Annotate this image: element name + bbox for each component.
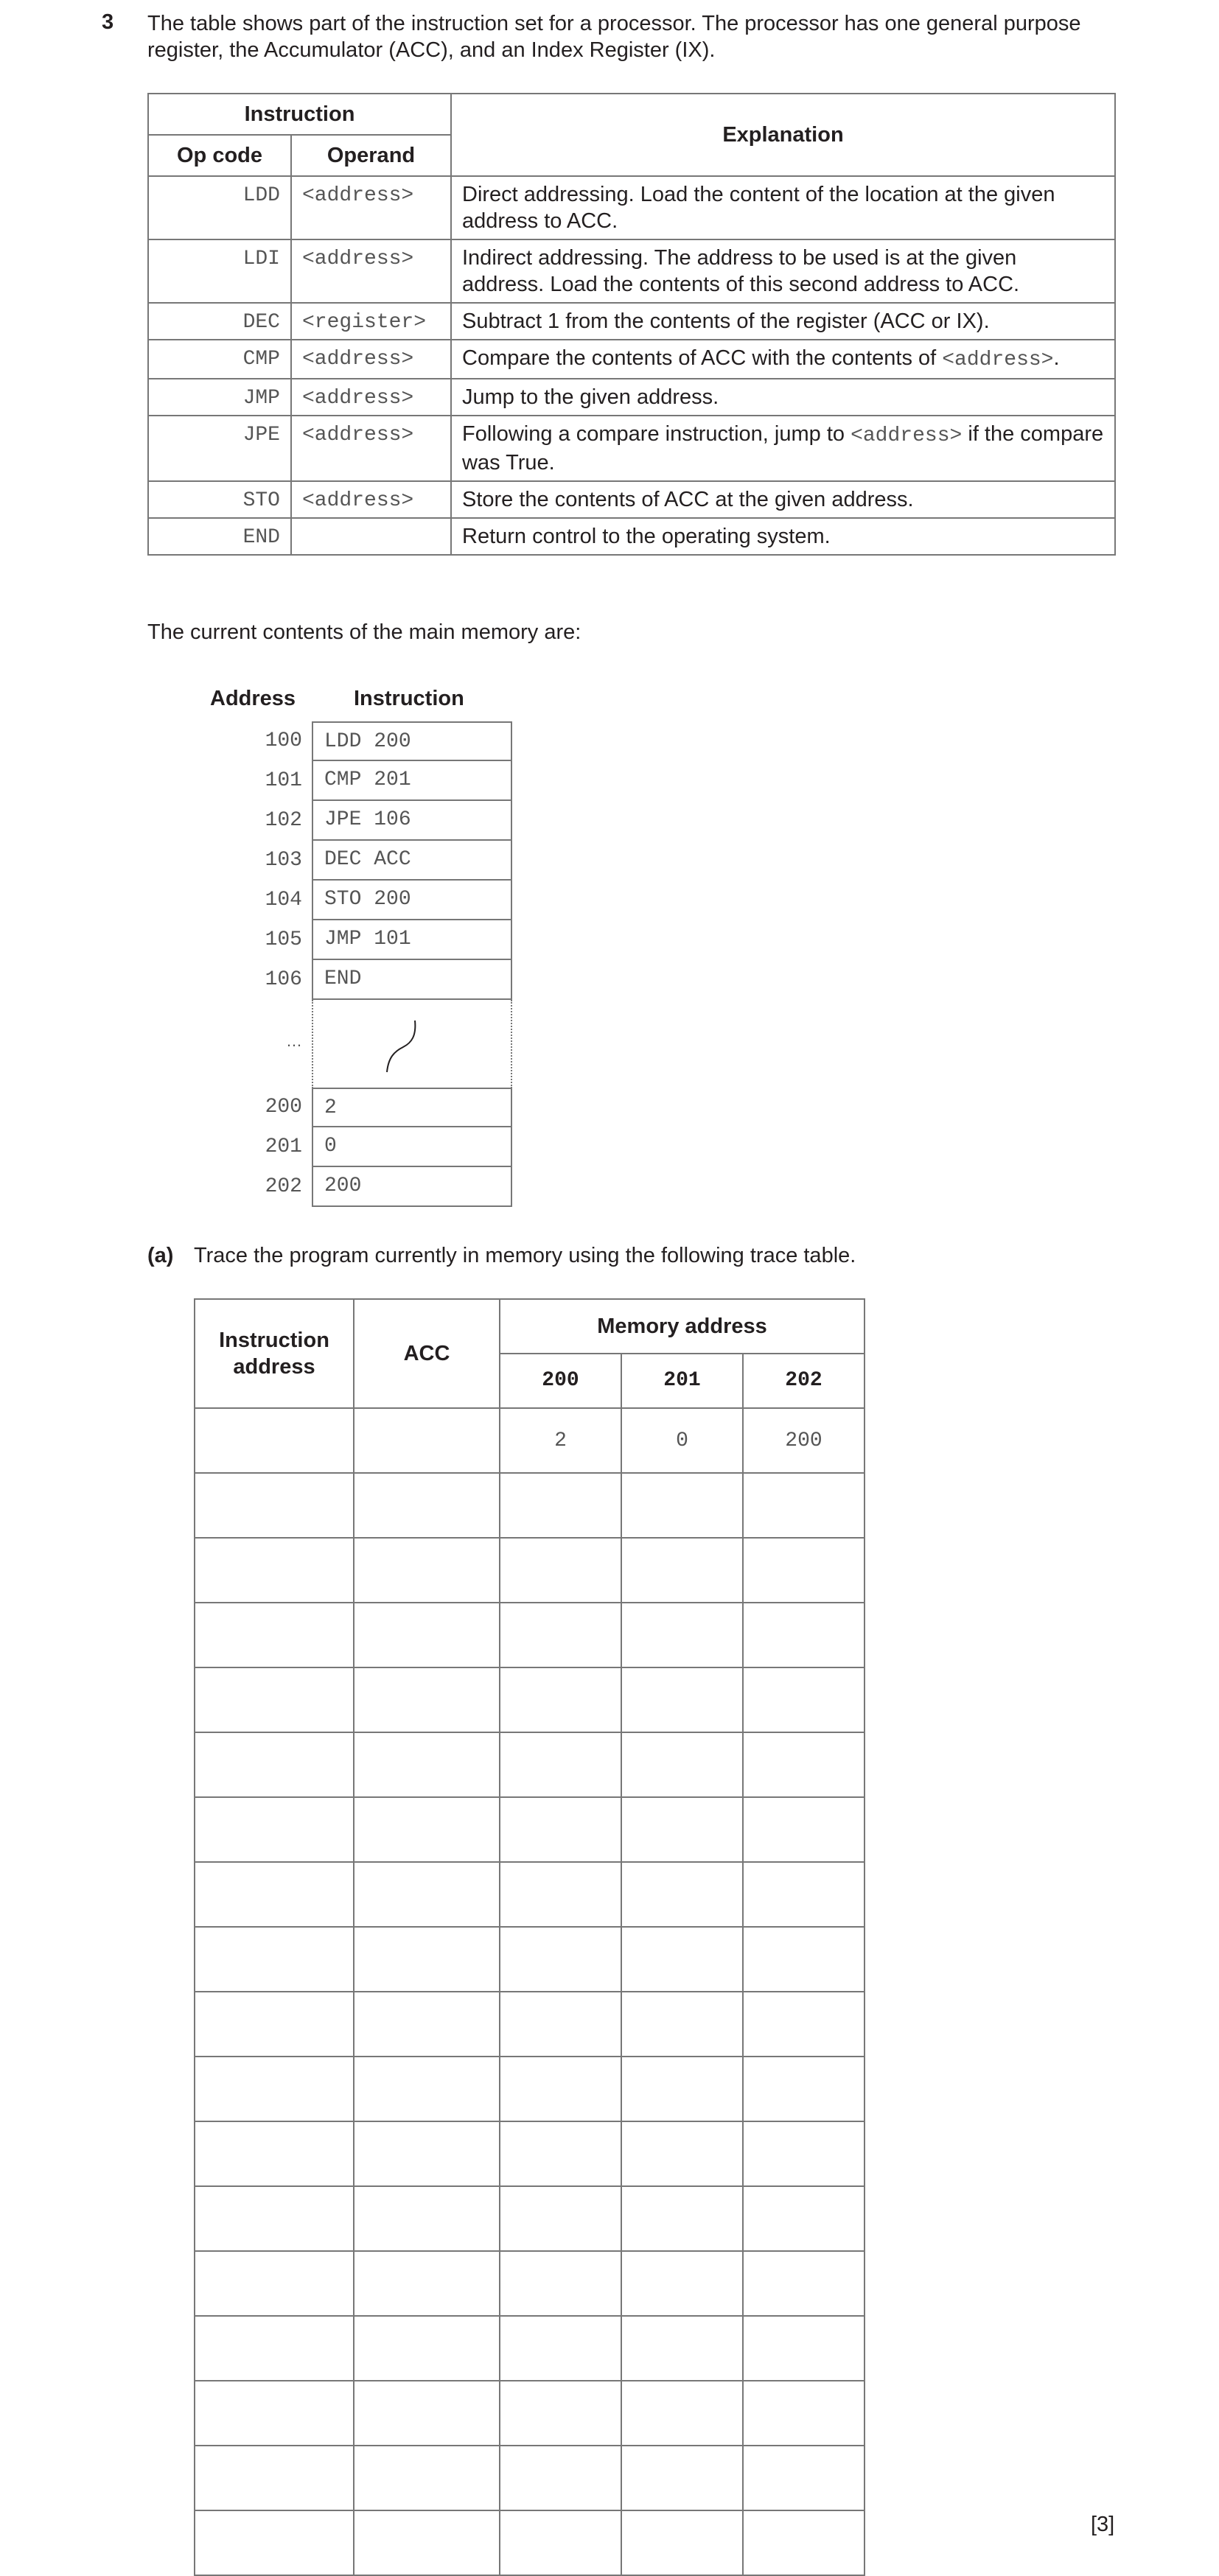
instruction-row bbox=[148, 416, 1115, 481]
header-memory-address: Memory address bbox=[500, 1299, 865, 1354]
memory-intro: The current contents of the main memory are: bbox=[147, 620, 581, 644]
trace-cell[interactable] bbox=[195, 1538, 354, 1603]
trace-cell[interactable] bbox=[743, 2446, 865, 2510]
memory-row bbox=[0, 841, 560, 881]
operand-cell: <address> bbox=[291, 239, 451, 303]
trace-cell[interactable] bbox=[354, 2251, 500, 2316]
memory-row bbox=[0, 761, 560, 801]
trace-cell[interactable] bbox=[500, 1473, 621, 1538]
trace-cell[interactable] bbox=[621, 2186, 743, 2251]
header-memory-200: 200 bbox=[500, 1354, 621, 1408]
trace-cell[interactable] bbox=[354, 2186, 500, 2251]
trace-cell[interactable] bbox=[195, 1603, 354, 1667]
memory-instruction: LDD 200 bbox=[312, 721, 512, 761]
header-operand: Operand bbox=[291, 135, 451, 176]
header-opcode: Op code bbox=[148, 135, 291, 176]
trace-cell[interactable] bbox=[354, 2510, 500, 2575]
operand-cell bbox=[291, 518, 451, 555]
trace-cell[interactable] bbox=[743, 1927, 865, 1992]
explanation-cell bbox=[451, 416, 1115, 481]
question-intro: The table shows part of the instruction set for a processor. The processor has one general purpose register, the Accumulator (ACC), and an Index Register (IX). bbox=[147, 12, 1081, 62]
trace-cell[interactable]: 0 bbox=[621, 1408, 743, 1473]
trace-cell[interactable] bbox=[743, 2186, 865, 2251]
part-a-label: (a) bbox=[147, 1244, 174, 1267]
trace-row bbox=[195, 2381, 865, 2446]
header-explanation: Explanation bbox=[451, 94, 1115, 176]
memory-row bbox=[0, 881, 560, 920]
trace-cell[interactable] bbox=[743, 2121, 865, 2186]
trace-cell[interactable] bbox=[500, 2186, 621, 2251]
trace-cell[interactable] bbox=[195, 2510, 354, 2575]
trace-cell[interactable] bbox=[500, 1927, 621, 1992]
trace-cell[interactable] bbox=[621, 1473, 743, 1538]
trace-cell[interactable] bbox=[621, 2381, 743, 2446]
trace-cell[interactable] bbox=[195, 1408, 354, 1473]
memory-row bbox=[0, 1127, 560, 1167]
operand-cell: <address> bbox=[291, 416, 451, 481]
explanation-cell: Return control to the operating system. bbox=[451, 518, 1115, 555]
memory-header-instruction: Instruction bbox=[354, 687, 464, 710]
instruction-row bbox=[148, 518, 1115, 555]
opcode-cell: STO bbox=[148, 481, 291, 518]
trace-cell[interactable] bbox=[621, 1992, 743, 2057]
memory-address: 104 bbox=[265, 889, 302, 911]
trace-cell[interactable] bbox=[500, 1603, 621, 1667]
explanation-cell: Store the contents of ACC at the given address. bbox=[451, 481, 1115, 518]
trace-cell[interactable] bbox=[743, 1603, 865, 1667]
memory-instruction: CMP 201 bbox=[312, 761, 512, 801]
trace-cell[interactable] bbox=[500, 2057, 621, 2121]
opcode-cell: LDI bbox=[148, 239, 291, 303]
trace-cell[interactable] bbox=[195, 1992, 354, 2057]
memory-header-address: Address bbox=[210, 687, 296, 710]
trace-cell[interactable] bbox=[621, 1862, 743, 1927]
memory-address: 102 bbox=[265, 809, 302, 832]
trace-cell[interactable] bbox=[621, 2510, 743, 2575]
memory-address: 202 bbox=[265, 1175, 302, 1198]
trace-cell[interactable] bbox=[500, 1667, 621, 1732]
trace-cell[interactable] bbox=[621, 1927, 743, 1992]
trace-row bbox=[195, 1927, 865, 1992]
trace-cell[interactable] bbox=[743, 1862, 865, 1927]
trace-row bbox=[195, 1862, 865, 1927]
trace-cell[interactable] bbox=[354, 1797, 500, 1862]
memory-row bbox=[0, 960, 560, 1000]
memory-ellipsis: … bbox=[286, 1032, 302, 1050]
memory-gap bbox=[312, 1000, 512, 1088]
instruction-set-table bbox=[147, 93, 1116, 556]
trace-row bbox=[195, 1667, 865, 1732]
trace-row bbox=[195, 2446, 865, 2510]
trace-cell[interactable] bbox=[621, 2446, 743, 2510]
trace-cell[interactable] bbox=[621, 2316, 743, 2381]
explanation-cell: Subtract 1 from the contents of the register (ACC or IX). bbox=[451, 303, 1115, 340]
explanation-text: . bbox=[1053, 346, 1060, 370]
operand-cell: <address> bbox=[291, 176, 451, 239]
explanation-cell bbox=[451, 340, 1115, 379]
header-acc: ACC bbox=[354, 1299, 500, 1408]
trace-cell[interactable] bbox=[195, 1797, 354, 1862]
trace-cell[interactable] bbox=[195, 2381, 354, 2446]
trace-cell[interactable] bbox=[354, 1473, 500, 1538]
trace-cell[interactable] bbox=[500, 1862, 621, 1927]
part-a-text: Trace the program currently in memory using the following trace table. bbox=[194, 1244, 856, 1267]
trace-row bbox=[195, 1603, 865, 1667]
memory-instruction: END bbox=[312, 960, 512, 1000]
trace-row bbox=[195, 2316, 865, 2381]
trace-row bbox=[195, 1732, 865, 1797]
trace-cell[interactable] bbox=[743, 2381, 865, 2446]
memory-instruction: 200 bbox=[312, 1167, 512, 1207]
memory-instruction: 0 bbox=[312, 1127, 512, 1167]
opcode-cell: CMP bbox=[148, 340, 291, 379]
operand-cell: <register> bbox=[291, 303, 451, 340]
operand-cell: <address> bbox=[291, 481, 451, 518]
trace-cell[interactable] bbox=[743, 1473, 865, 1538]
memory-address: 101 bbox=[265, 769, 302, 792]
memory-address: 105 bbox=[265, 928, 302, 951]
memory-instruction: JMP 101 bbox=[312, 920, 512, 960]
trace-cell[interactable] bbox=[354, 2381, 500, 2446]
opcode-cell: JPE bbox=[148, 416, 291, 481]
memory-row bbox=[0, 721, 560, 761]
explanation-text: Following a compare instruction, jump to bbox=[462, 422, 851, 446]
opcode-cell: END bbox=[148, 518, 291, 555]
trace-cell[interactable] bbox=[354, 1408, 500, 1473]
trace-cell[interactable] bbox=[195, 2251, 354, 2316]
trace-cell[interactable] bbox=[354, 2316, 500, 2381]
memory-address: 100 bbox=[265, 729, 302, 752]
memory-instruction: 2 bbox=[312, 1088, 512, 1127]
opcode-cell: DEC bbox=[148, 303, 291, 340]
explanation-code: <address> bbox=[850, 424, 963, 447]
trace-cell[interactable] bbox=[743, 2316, 865, 2381]
trace-table bbox=[194, 1298, 865, 2576]
trace-cell[interactable] bbox=[743, 2251, 865, 2316]
trace-cell[interactable] bbox=[354, 2057, 500, 2121]
question-number: 3 bbox=[102, 10, 114, 34]
trace-cell[interactable] bbox=[621, 1603, 743, 1667]
explanation-cell: Direct addressing. Load the content of the location at the given address to ACC. bbox=[451, 176, 1115, 239]
explanation-text: if the compare was True. bbox=[462, 422, 1104, 475]
instruction-row bbox=[148, 239, 1115, 303]
explanation-text: Compare the contents of ACC with the contents of bbox=[462, 346, 943, 370]
trace-cell[interactable] bbox=[621, 2251, 743, 2316]
trace-cell[interactable] bbox=[195, 1862, 354, 1927]
trace-row bbox=[195, 2121, 865, 2186]
header-instruction: Instruction bbox=[148, 94, 451, 135]
trace-cell[interactable] bbox=[743, 1992, 865, 2057]
explanation-cell: Indirect addressing. The address to be used is at the given address. Load the contents of this second address to ACC. bbox=[451, 239, 1115, 303]
trace-cell[interactable]: 2 bbox=[500, 1408, 621, 1473]
trace-cell[interactable] bbox=[195, 2446, 354, 2510]
trace-cell[interactable]: 200 bbox=[743, 1408, 865, 1473]
trace-cell[interactable] bbox=[743, 1732, 865, 1797]
memory-address: 201 bbox=[265, 1135, 302, 1158]
trace-cell[interactable] bbox=[354, 1732, 500, 1797]
memory-row bbox=[0, 920, 560, 960]
trace-row bbox=[195, 2186, 865, 2251]
trace-cell[interactable] bbox=[743, 2057, 865, 2121]
trace-cell[interactable] bbox=[500, 2510, 621, 2575]
instruction-row bbox=[148, 303, 1115, 340]
trace-cell[interactable] bbox=[195, 1473, 354, 1538]
memory-instruction: STO 200 bbox=[312, 881, 512, 920]
trace-cell[interactable] bbox=[621, 1667, 743, 1732]
memory-address: 106 bbox=[265, 968, 302, 991]
trace-cell[interactable] bbox=[621, 2057, 743, 2121]
trace-cell[interactable] bbox=[500, 1992, 621, 2057]
operand-cell: <address> bbox=[291, 379, 451, 416]
trace-row bbox=[195, 1992, 865, 2057]
header-instruction-address: Instruction address bbox=[195, 1299, 354, 1408]
trace-cell[interactable] bbox=[354, 1603, 500, 1667]
trace-cell[interactable] bbox=[621, 1732, 743, 1797]
trace-cell[interactable] bbox=[621, 2121, 743, 2186]
trace-row-initial bbox=[195, 1408, 865, 1473]
operand-cell: <address> bbox=[291, 340, 451, 379]
trace-cell[interactable] bbox=[621, 1797, 743, 1862]
trace-row bbox=[195, 2057, 865, 2121]
memory-instruction: DEC ACC bbox=[312, 841, 512, 881]
trace-cell[interactable] bbox=[354, 1667, 500, 1732]
trace-row bbox=[195, 2510, 865, 2575]
memory-address: 103 bbox=[265, 849, 302, 872]
trace-cell[interactable] bbox=[354, 1927, 500, 1992]
explanation-code: <address> bbox=[942, 349, 1054, 371]
instruction-row bbox=[148, 481, 1115, 518]
trace-cell[interactable] bbox=[621, 1538, 743, 1603]
trace-cell[interactable] bbox=[500, 2251, 621, 2316]
trace-row bbox=[195, 1473, 865, 1538]
trace-cell[interactable] bbox=[195, 2121, 354, 2186]
trace-cell[interactable] bbox=[354, 2121, 500, 2186]
trace-cell[interactable] bbox=[743, 1667, 865, 1732]
trace-cell[interactable] bbox=[195, 1667, 354, 1732]
trace-cell[interactable] bbox=[500, 2316, 621, 2381]
opcode-cell: LDD bbox=[148, 176, 291, 239]
trace-cell[interactable] bbox=[500, 2381, 621, 2446]
header-memory-201: 201 bbox=[621, 1354, 743, 1408]
memory-instruction: JPE 106 bbox=[312, 801, 512, 841]
memory-row bbox=[0, 801, 560, 841]
trace-cell[interactable] bbox=[354, 1992, 500, 2057]
memory-row bbox=[0, 1088, 560, 1127]
memory-address: 200 bbox=[265, 1096, 302, 1119]
memory-row bbox=[0, 1167, 560, 1207]
opcode-cell: JMP bbox=[148, 379, 291, 416]
explanation-cell: Jump to the given address. bbox=[451, 379, 1115, 416]
trace-cell[interactable] bbox=[743, 2510, 865, 2575]
trace-cell[interactable] bbox=[354, 1862, 500, 1927]
trace-cell[interactable] bbox=[500, 1732, 621, 1797]
marks-allocation: [3] bbox=[1091, 2513, 1115, 2536]
trace-cell[interactable] bbox=[500, 1538, 621, 1603]
trace-row bbox=[195, 1538, 865, 1603]
trace-cell[interactable] bbox=[500, 2446, 621, 2510]
instruction-row bbox=[148, 340, 1115, 379]
trace-cell[interactable] bbox=[743, 1538, 865, 1603]
instruction-row bbox=[148, 379, 1115, 416]
trace-cell[interactable] bbox=[195, 1927, 354, 1992]
instruction-row bbox=[148, 176, 1115, 239]
trace-cell[interactable] bbox=[195, 2057, 354, 2121]
trace-cell[interactable] bbox=[195, 1732, 354, 1797]
trace-cell[interactable] bbox=[195, 2316, 354, 2381]
trace-cell[interactable] bbox=[743, 1797, 865, 1862]
trace-cell[interactable] bbox=[195, 2186, 354, 2251]
trace-cell[interactable] bbox=[500, 1797, 621, 1862]
trace-row bbox=[195, 1797, 865, 1862]
trace-cell[interactable] bbox=[354, 1538, 500, 1603]
header-memory-202: 202 bbox=[743, 1354, 865, 1408]
trace-row bbox=[195, 2251, 865, 2316]
trace-cell[interactable] bbox=[354, 2446, 500, 2510]
break-squiggle-icon bbox=[313, 1000, 511, 1088]
trace-cell[interactable] bbox=[500, 2121, 621, 2186]
